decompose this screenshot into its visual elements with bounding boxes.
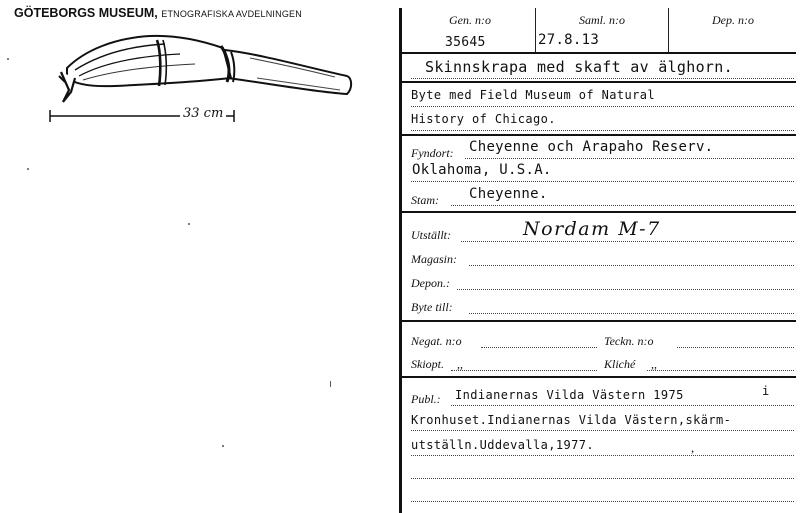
dotted-line xyxy=(469,313,794,314)
object-title: Skinnskrapa med skaft av älghorn. xyxy=(425,58,733,76)
kliche-value: ,, xyxy=(651,357,657,371)
publ-label: Publ.: xyxy=(411,392,441,406)
dep-number-label: Dep. n:o xyxy=(712,13,754,27)
dotted-line xyxy=(451,370,597,371)
museum-header xyxy=(14,6,302,20)
dotted-line xyxy=(457,289,794,290)
saml-number-value: 27.8.13 xyxy=(538,32,600,48)
acquisition-line-2: History of Chicago. xyxy=(411,112,556,126)
utstallt-label: Utställt: xyxy=(411,228,452,242)
image-rule xyxy=(401,376,796,378)
publ-line-3: utställn.Uddevalla,1977. xyxy=(411,438,594,452)
kliche-label: Kliché xyxy=(604,357,636,371)
dotted-line xyxy=(461,241,794,242)
dotted-line xyxy=(411,430,794,431)
publ-line-2: Kronhuset.Indianernas Vilda Västern,skärm- xyxy=(411,413,732,427)
dotted-line xyxy=(465,158,794,159)
depon-label: Depon.: xyxy=(411,276,450,290)
location-rule xyxy=(401,320,796,322)
ink-mark: , xyxy=(691,440,695,455)
dotted-line xyxy=(647,370,794,371)
acquisition-rule xyxy=(401,134,796,136)
museum-department: ETNOGRAFISKA AVDELNINGEN xyxy=(161,9,302,19)
dotted-line xyxy=(411,501,794,502)
fyndort-value-1: Cheyenne och Arapaho Reserv. xyxy=(469,139,714,155)
fyndort-label: Fyndort: xyxy=(411,146,454,160)
catalogue-card xyxy=(399,0,800,513)
dotted-line xyxy=(677,347,794,348)
skiopt-value: ,, xyxy=(457,357,463,371)
dotted-line xyxy=(411,455,794,456)
museum-name: GÖTEBORGS MUSEUM, xyxy=(14,6,158,20)
utstallt-value: Nordam M-7 xyxy=(523,218,661,240)
speck xyxy=(188,223,190,225)
saml-number-label: Saml. n:o xyxy=(579,13,625,27)
scale-label: 33 cm xyxy=(180,106,226,121)
dotted-line xyxy=(411,181,794,182)
dotted-line xyxy=(411,130,794,131)
dotted-line xyxy=(411,106,794,107)
dotted-line xyxy=(451,205,794,206)
header-rule xyxy=(401,52,796,54)
negat-label: Negat. n:o xyxy=(411,334,462,348)
card-left-border xyxy=(399,8,402,513)
scale-bar xyxy=(48,106,238,128)
dotted-line xyxy=(469,265,794,266)
gen-number-label: Gen. n:o xyxy=(449,13,491,27)
publ-mark: i xyxy=(762,384,770,398)
speck xyxy=(7,58,9,60)
title-rule xyxy=(401,81,796,83)
dotted-line xyxy=(411,78,794,79)
fyndort-value-2: Oklahoma, U.S.A. xyxy=(412,162,552,178)
stam-rule xyxy=(401,211,796,213)
acquisition-line-1: Byte med Field Museum of Natural xyxy=(411,88,655,102)
speck xyxy=(222,445,224,447)
magasin-label: Magasin: xyxy=(411,252,457,266)
scraper-drawing xyxy=(45,32,365,106)
byte-till-label: Byte till: xyxy=(411,300,453,314)
stam-label: Stam: xyxy=(411,193,439,207)
publ-line-1: Indianernas Vilda Västern 1975 xyxy=(455,388,684,402)
stam-value: Cheyenne. xyxy=(469,186,548,202)
skiopt-label: Skiopt. xyxy=(411,357,444,371)
teckn-label: Teckn. n:o xyxy=(604,334,654,348)
speck xyxy=(27,168,29,170)
speck xyxy=(330,381,331,387)
dotted-line xyxy=(411,478,794,479)
dotted-line xyxy=(451,405,794,406)
gen-number-value: 35645 xyxy=(445,35,486,50)
dotted-line xyxy=(481,347,597,348)
